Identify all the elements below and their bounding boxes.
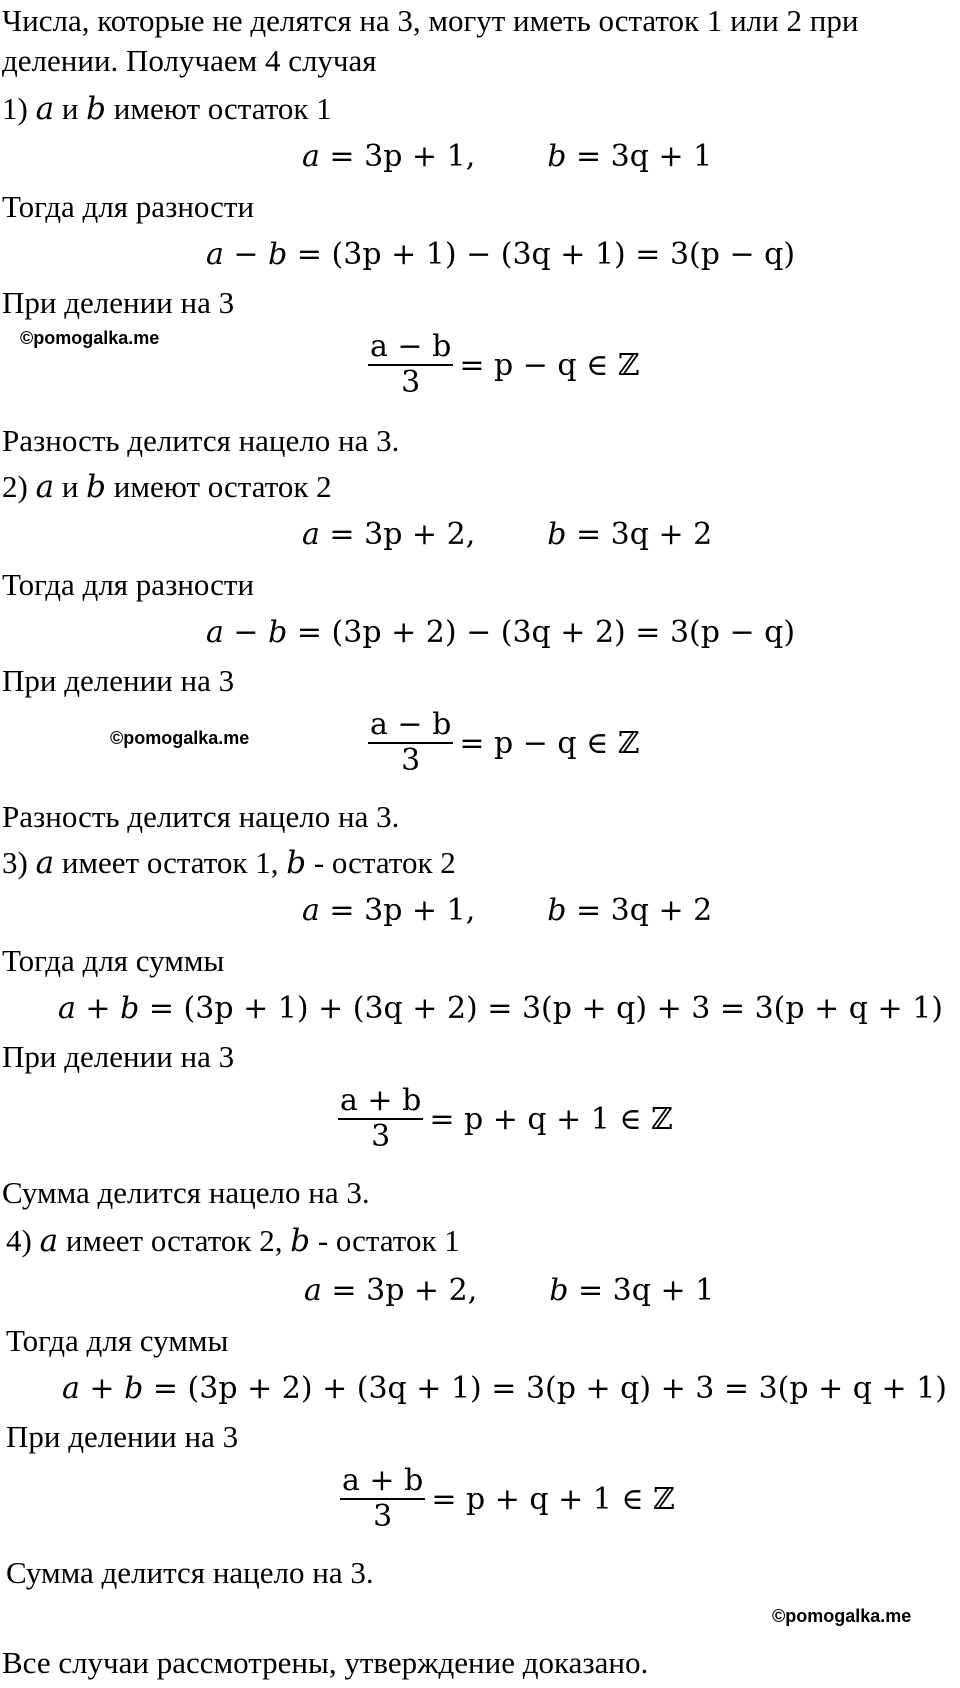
final-statement: Все случаи рассмотрены, утверждение доказано. <box>2 1645 649 1680</box>
case-3-denominator: 3 <box>371 1119 391 1154</box>
case-4-divide: При делении на 3 <box>6 1419 239 1454</box>
case-4-definitions: a = 3p + 2, b = 3q + 1 <box>304 1273 715 1308</box>
case-1-denominator: 3 <box>401 365 421 400</box>
case-3-fraction <box>338 1084 673 1154</box>
case-2-result: = p − q ∈ ℤ <box>459 725 640 761</box>
case-4-result: = p + q + 1 ∈ ℤ <box>431 1481 676 1517</box>
watermark: ©pomogalka.me <box>110 728 250 748</box>
case-4-fraction <box>340 1464 675 1534</box>
case-3-result: = p + q + 1 ∈ ℤ <box>429 1101 674 1137</box>
case-3-then: Тогда для суммы <box>2 943 225 978</box>
case-3-definitions: a = 3p + 1, b = 3q + 2 <box>302 893 713 928</box>
case-4-then: Тогда для суммы <box>6 1323 229 1358</box>
case-2-denominator: 3 <box>401 743 421 778</box>
case-2-fraction <box>368 708 640 778</box>
case-1-divide: При делении на 3 <box>2 285 235 320</box>
case-4-numerator: a + b <box>342 1463 424 1498</box>
case-2-numerator: a − b <box>370 707 452 742</box>
case-1-definitions: a = 3p + 1, b = 3q + 1 <box>302 139 713 174</box>
case-4-conclusion: Сумма делится нацело на 3. <box>6 1555 374 1590</box>
case-2-heading: 2) a и b имеют остаток 2 <box>2 469 332 505</box>
intro-line-1: Числа, которые не делятся на 3, могут иметь остаток 1 или 2 при <box>2 3 859 38</box>
case-1-then: Тогда для разности <box>2 189 255 224</box>
case-3-divide: При делении на 3 <box>2 1039 235 1074</box>
case-3-heading: 3) a имеет остаток 1, b - остаток 2 <box>2 845 456 881</box>
case-2-conclusion: Разность делится нацело на 3. <box>2 799 400 834</box>
case-1-numerator: a − b <box>370 329 452 364</box>
case-1-expansion: a − b = (3p + 1) − (3q + 1) = 3(p − q) <box>206 237 796 272</box>
case-4-heading: 4) a имеет остаток 2, b - остаток 1 <box>6 1223 460 1259</box>
case-3-expansion: a + b = (3p + 1) + (3q + 2) = 3(p + q) + 3 = 3(p + q + 1) <box>58 991 943 1026</box>
case-1-heading: 1) a и b имеют остаток 1 <box>2 91 332 127</box>
case-3-conclusion: Сумма делится нацело на 3. <box>2 1175 370 1210</box>
case-3-numerator: a + b <box>340 1083 422 1118</box>
case-4-denominator: 3 <box>373 1499 393 1534</box>
case-4-expansion: a + b = (3p + 2) + (3q + 1) = 3(p + q) + 3 = 3(p + q + 1) <box>62 1371 947 1406</box>
case-2-definitions: a = 3p + 2, b = 3q + 2 <box>302 517 713 552</box>
case-2-expansion: a − b = (3p + 2) − (3q + 2) = 3(p − q) <box>206 615 796 650</box>
case-1-conclusion: Разность делится нацело на 3. <box>2 423 400 458</box>
case-2-divide: При делении на 3 <box>2 663 235 698</box>
case-1-result: = p − q ∈ ℤ <box>459 347 640 383</box>
watermark: ©pomogalka.me <box>20 328 160 348</box>
case-1-fraction <box>368 330 640 400</box>
case-2-then: Тогда для разности <box>2 567 255 602</box>
intro-line-2: делении. Получаем 4 случая <box>2 43 377 78</box>
watermark: ©pomogalka.me <box>772 1606 912 1626</box>
